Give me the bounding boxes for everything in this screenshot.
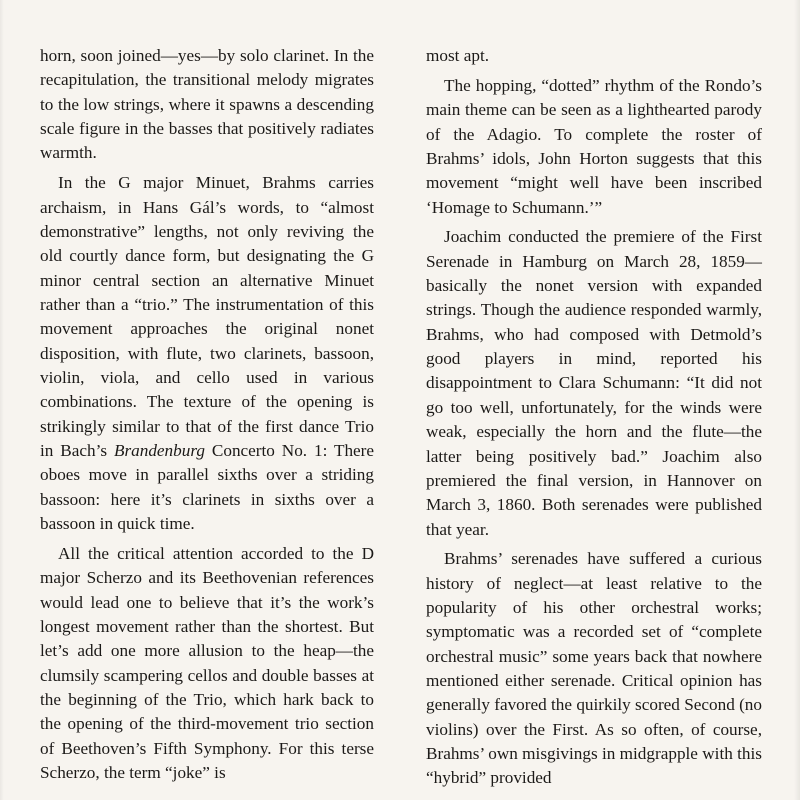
paragraph-most-apt: most apt. (426, 46, 490, 65)
paragraph-minuet-end: Concerto No. 1: There oboes move in parallel sixths over a striding bassoon: here it’s clarinets in sixths over a bassoon in quick time. (40, 441, 375, 534)
italic-brandenburg: Brandenburg (113, 441, 205, 460)
paragraph-minuet-text: In the G major Minuet, Brahms carries archaism, in Hans Gál’s words, to “almost demonstrative” lengths, not only reviving the old courtly dance form, but designating the G minor central section an alternative Minuet rather than a “trio.” The instrumentation of this movement approaches the original nonet disposition, with flute, two clarinets, bassoon, violin, viola, and cello used in various combinations. The texture of the opening is strikingly similar to that of the first dance Trio in Bach’s (40, 173, 374, 460)
paragraph-neglect: Brahms’ serenades have suffered a curious history of neglect—at least relative to the popularity of his other orchestral works; symptomatic was a recorded set of “complete orchestral music” some years back that nowhere mentioned either serenade. Critical opinion has generally favored the quirkily scored Second (no violins) over the First. As so often, of course, Brahms’ own misgivings in midgrapple with this “hybrid” provided (426, 549, 762, 788)
left-column (40, 44, 374, 785)
paragraph-minuet (40, 171, 374, 536)
page-edge-right (794, 0, 800, 800)
paragraph-premiere: Joachim conducted the premiere of the First Serenade in Hamburg on March 28, 1859—basically the nonet version with expanded strings. Though the audience responded warmly, Brahms, who had composed with Detmold’s good players in mind, reported his disappointment to Clara Schumann: “It did not go too well, unfortunately, for the winds were weak, especially the horn and the flute—the latter being positively bad.” Joachim also premiered the final version, in Hannover on March 3, 1860. Both serenades were published that year. (426, 227, 762, 539)
paragraph-rondo: The hopping, “dotted” rhythm of the Rondo’s main theme can be seen as a lighthearted parody of the Adagio. To complete the roster of Brahms’ idols, John Horton suggests that this movement “might well have been inscribed ‘Homage to Schumann.’” (426, 75, 762, 217)
paragraph-scherzo: All the critical attention accorded to the D major Scherzo and its Beethovenian references would lead one to believe that it’s the work’s longest movement rather than the shortest. But let’s add one more allusion to the heap—the clumsily scampering cellos and double basses at the beginning of the Trio, which hark back to the opening of the third-movement trio section of Beethoven’s Fifth Symphony. For this terse Scherzo, the term “joke” is (40, 543, 374, 782)
right-column (426, 44, 762, 791)
paragraph-continuation-horn: horn, soon joined—yes—by solo clarinet. In the recapitulation, the transitional melody migrates to the low strings, where it spawns a descending scale figure in the basses that positively radiates warmth. (40, 46, 374, 163)
page-edge-left (0, 0, 4, 800)
